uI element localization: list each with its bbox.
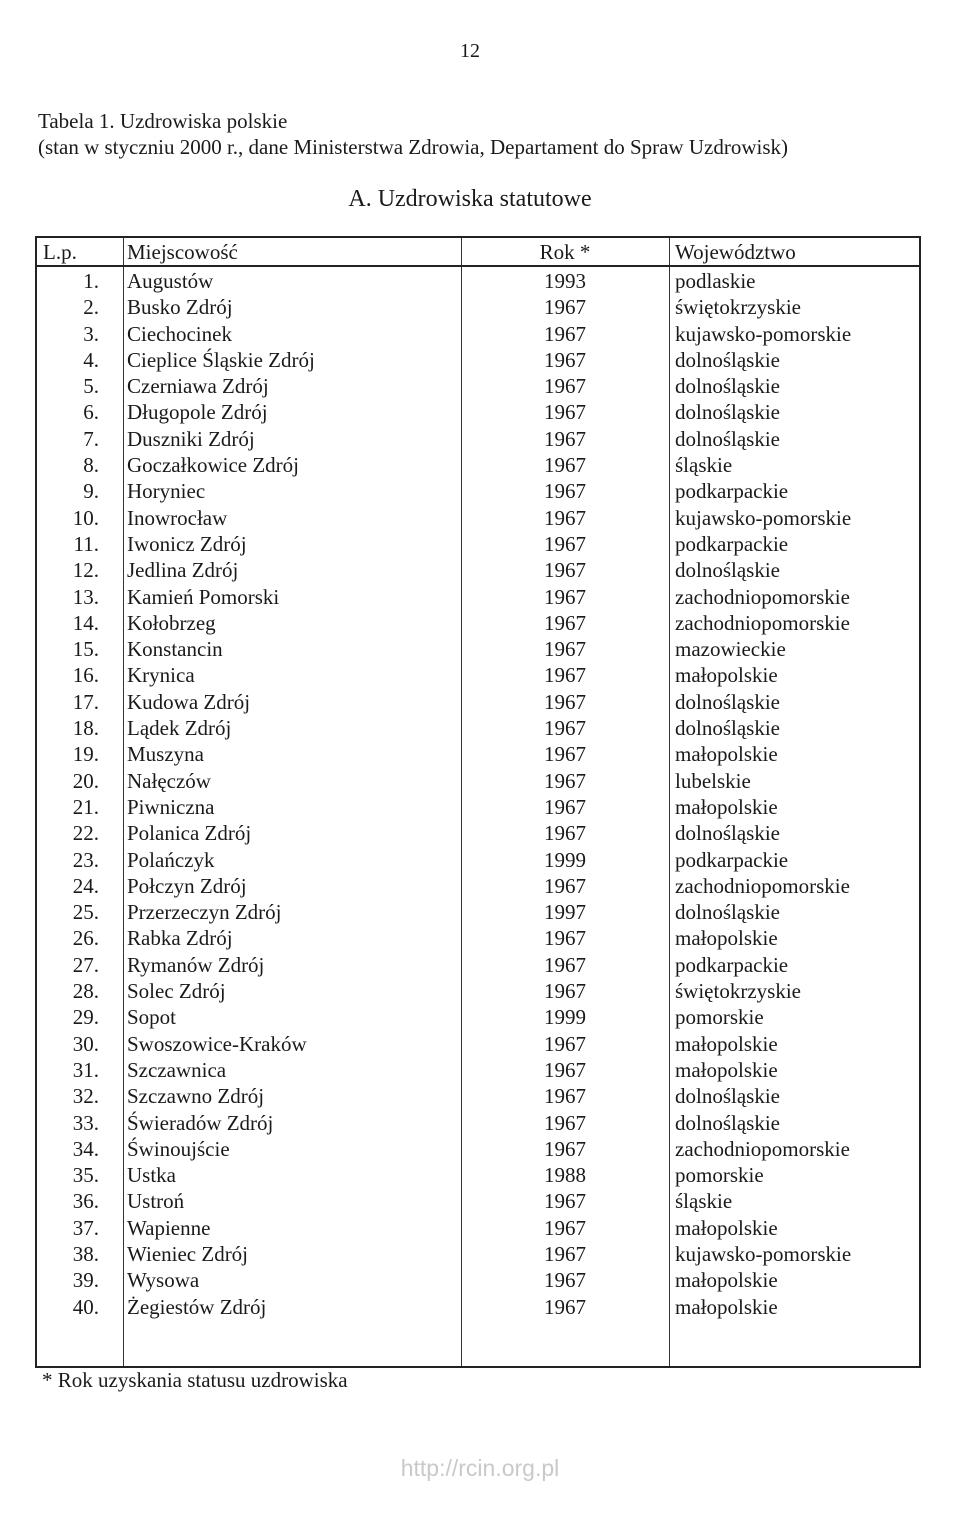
town-name: Rabka Zdrój: [127, 926, 233, 951]
row-number: 23.: [72, 847, 99, 872]
caption-source: (stan w styczniu 2000 r., dane Ministerstwa Zdrowia, Departament do Spraw Uzdrowisk): [38, 135, 788, 159]
town-name: Rymanów Zdrój: [127, 952, 265, 977]
voivodeship-name: pomorskie: [675, 1163, 764, 1188]
town-name: Przerzeczyn Zdrój: [127, 900, 282, 925]
row-number: 36.: [72, 1189, 99, 1214]
row-number: 19.: [72, 742, 99, 767]
row-number: 14.: [72, 610, 99, 635]
status-year: 1997: [544, 900, 586, 925]
status-year: 1967: [544, 400, 586, 425]
voivodeship-name: dolnośląskie: [675, 821, 780, 846]
row-number: 9.: [83, 479, 99, 504]
voivodeship-name: dolnośląskie: [675, 426, 780, 451]
header-year: Rok *: [539, 240, 591, 264]
status-year: 1967: [544, 1136, 586, 1161]
row-number: 21.: [72, 794, 99, 819]
town-name: Szczawno Zdrój: [127, 1084, 265, 1109]
table-row: [37, 741, 919, 767]
status-year: 1967: [544, 821, 586, 846]
table-row: [37, 1004, 919, 1030]
table-row: [37, 873, 919, 899]
town-name: Kołobrzeg: [127, 610, 216, 635]
status-year: 1967: [544, 794, 586, 819]
voivodeship-name: zachodniopomorskie: [675, 610, 850, 635]
town-name: Iwonicz Zdrój: [127, 531, 247, 556]
status-year: 1967: [544, 558, 586, 583]
voivodeship-name: małopolskie: [675, 742, 778, 767]
row-number: 39.: [72, 1268, 99, 1293]
town-name: Inowrocław: [127, 505, 228, 530]
row-number: 6.: [83, 400, 99, 425]
voivodeship-name: małopolskie: [675, 1268, 778, 1293]
town-name: Ustka: [127, 1163, 176, 1188]
status-year: 1967: [544, 295, 586, 320]
status-year: 1988: [544, 1163, 586, 1188]
table-row: [37, 1241, 919, 1267]
town-name: Czerniawa Zdrój: [127, 374, 269, 399]
voivodeship-name: dolnośląskie: [675, 1110, 780, 1135]
town-name: Długopole Zdrój: [127, 400, 268, 425]
voivodeship-name: małopolskie: [675, 926, 778, 951]
voivodeship-name: śląskie: [675, 1189, 733, 1214]
voivodeship-name: dolnośląskie: [675, 347, 780, 372]
spa-table: [35, 236, 921, 1368]
table-row: [37, 925, 919, 951]
status-year: 1967: [544, 479, 586, 504]
status-year: 1967: [544, 1057, 586, 1082]
status-year: 1967: [544, 1268, 586, 1293]
table-row: [37, 531, 919, 557]
town-name: Konstancin: [127, 637, 223, 662]
row-number: 12.: [72, 558, 99, 583]
status-year: 1967: [544, 637, 586, 662]
table-row: [37, 399, 919, 425]
table-row: [37, 689, 919, 715]
table-row: [37, 1031, 919, 1057]
row-number: 8.: [83, 453, 99, 478]
row-number: 37.: [72, 1215, 99, 1240]
row-number: 16.: [72, 663, 99, 688]
town-name: Lądek Zdrój: [127, 716, 232, 741]
status-year: 1967: [544, 689, 586, 714]
table-row: [37, 1083, 919, 1109]
town-name: Sopot: [127, 1005, 177, 1030]
row-number: 1.: [83, 269, 99, 293]
town-name: Ciechocinek: [127, 321, 232, 346]
row-number: 22.: [72, 821, 99, 846]
town-name: Cieplice Śląskie Zdrój: [127, 347, 315, 372]
voivodeship-name: małopolskie: [675, 1031, 778, 1056]
status-year: 1999: [544, 847, 586, 872]
status-year: 1993: [544, 269, 586, 293]
row-number: 31.: [72, 1057, 99, 1082]
table-row: [37, 478, 919, 504]
row-number: 18.: [72, 716, 99, 741]
status-year: 1967: [544, 1084, 586, 1109]
town-name: Świnoujście: [127, 1136, 230, 1161]
status-year: 1967: [544, 453, 586, 478]
table-row: [37, 505, 919, 531]
status-year: 1967: [544, 979, 586, 1004]
status-year: 1967: [544, 1110, 586, 1135]
row-number: 2.: [83, 295, 99, 320]
town-name: Busko Zdrój: [127, 295, 233, 320]
voivodeship-name: małopolskie: [675, 1057, 778, 1082]
table-row: [37, 1110, 919, 1136]
status-year: 1967: [544, 1241, 586, 1266]
row-number: 13.: [72, 584, 99, 609]
voivodeship-name: dolnośląskie: [675, 716, 780, 741]
town-name: Swoszowice-Kraków: [127, 1031, 307, 1056]
row-number: 7.: [83, 426, 99, 451]
table-row: [37, 1136, 919, 1162]
row-number: 10.: [72, 505, 99, 530]
town-name: Kudowa Zdrój: [127, 689, 251, 714]
status-year: 1967: [544, 584, 586, 609]
table-row: [37, 794, 919, 820]
row-number: 34.: [72, 1136, 99, 1161]
page-number: 12: [460, 40, 480, 62]
table-row: [37, 1057, 919, 1083]
row-number: 28.: [72, 979, 99, 1004]
town-name: Ustroń: [127, 1189, 185, 1214]
status-year: 1967: [544, 1189, 586, 1214]
row-number: 32.: [72, 1084, 99, 1109]
town-name: Horyniec: [127, 479, 206, 504]
status-year: 1967: [544, 716, 586, 741]
table-row: [37, 820, 919, 846]
status-year: 1967: [544, 926, 586, 951]
status-year: 1967: [544, 952, 586, 977]
section-heading: A. Uzdrowiska statutowe: [348, 186, 592, 212]
table-row: [37, 662, 919, 688]
table-row: [37, 1267, 919, 1293]
status-year: 1967: [544, 1294, 586, 1319]
watermark: http://rcin.org.pl: [400, 1455, 560, 1481]
row-number: 20.: [72, 768, 99, 793]
town-name: Goczałkowice Zdrój: [127, 453, 300, 478]
table-row: [37, 768, 919, 794]
row-number: 33.: [72, 1110, 99, 1135]
table-row: [37, 452, 919, 478]
table-row: [37, 1215, 919, 1241]
row-number: 5.: [83, 374, 99, 399]
status-year: 1967: [544, 663, 586, 688]
voivodeship-name: świętokrzyskie: [675, 295, 801, 320]
table-row: [37, 899, 919, 925]
table-row: [37, 610, 919, 636]
status-year: 1967: [544, 742, 586, 767]
voivodeship-name: lubelskie: [675, 768, 751, 793]
table-row: [37, 294, 919, 320]
row-number: 30.: [72, 1031, 99, 1056]
voivodeship-name: małopolskie: [675, 663, 778, 688]
voivodeship-name: zachodniopomorskie: [675, 1136, 850, 1161]
voivodeship-name: dolnośląskie: [675, 558, 780, 583]
table-row: [37, 321, 919, 347]
header-town: Miejscowość: [127, 240, 238, 264]
town-name: Piwniczna: [127, 794, 215, 819]
voivodeship-name: dolnośląskie: [675, 1084, 780, 1109]
row-number: 15.: [72, 637, 99, 662]
row-number: 17.: [72, 689, 99, 714]
status-year: 1967: [544, 426, 586, 451]
town-name: Szczawnica: [127, 1057, 227, 1082]
town-name: Duszniki Zdrój: [127, 426, 255, 451]
table-row: [37, 347, 919, 373]
caption-title: Tabela 1. Uzdrowiska polskie: [38, 109, 288, 133]
table-row: [37, 636, 919, 662]
town-name: Muszyna: [127, 742, 204, 767]
status-year: 1967: [544, 505, 586, 530]
town-name: Wysowa: [127, 1268, 200, 1293]
header-lp: L.p.: [43, 240, 77, 264]
town-name: Wieniec Zdrój: [127, 1241, 249, 1266]
table-caption: [38, 108, 788, 160]
status-year: 1967: [544, 1031, 586, 1056]
row-number: 27.: [72, 952, 99, 977]
town-name: Kamień Pomorski: [127, 584, 280, 609]
voivodeship-name: zachodniopomorskie: [675, 873, 850, 898]
voivodeship-name: małopolskie: [675, 794, 778, 819]
voivodeship-name: dolnośląskie: [675, 400, 780, 425]
table-body: [37, 268, 919, 1320]
table-row: [37, 426, 919, 452]
voivodeship-name: pomorskie: [675, 1005, 764, 1030]
town-name: Żegiestów Zdrój: [127, 1294, 267, 1319]
row-number: 40.: [72, 1294, 99, 1319]
table-row: [37, 952, 919, 978]
row-number: 26.: [72, 926, 99, 951]
row-number: 25.: [72, 900, 99, 925]
town-name: Połczyn Zdrój: [127, 873, 247, 898]
row-number: 3.: [83, 321, 99, 346]
voivodeship-name: podkarpackie: [675, 952, 789, 977]
town-name: Krynica: [127, 663, 195, 688]
voivodeship-name: śląskie: [675, 453, 733, 478]
town-name: Solec Zdrój: [127, 979, 226, 1004]
status-year: 1967: [544, 768, 586, 793]
header-voivodeship: Województwo: [675, 240, 796, 264]
voivodeship-name: dolnośląskie: [675, 374, 780, 399]
status-year: 1967: [544, 321, 586, 346]
table-row: [37, 584, 919, 610]
town-name: Wapienne: [127, 1215, 211, 1240]
voivodeship-name: kujawsko-pomorskie: [675, 1241, 852, 1266]
status-year: 1967: [544, 1215, 586, 1240]
table-row: [37, 557, 919, 583]
row-number: 4.: [83, 347, 99, 372]
voivodeship-name: dolnośląskie: [675, 900, 780, 925]
status-year: 1967: [544, 610, 586, 635]
voivodeship-name: kujawsko-pomorskie: [675, 321, 852, 346]
row-number: 38.: [72, 1241, 99, 1266]
table-row: [37, 847, 919, 873]
voivodeship-name: kujawsko-pomorskie: [675, 505, 852, 530]
town-name: Nałęczów: [127, 768, 211, 793]
table-row: [37, 268, 919, 294]
row-number: 29.: [72, 1005, 99, 1030]
voivodeship-name: podkarpackie: [675, 531, 789, 556]
town-name: Jedlina Zdrój: [127, 558, 239, 583]
status-year: 1999: [544, 1005, 586, 1030]
voivodeship-name: podlaskie: [675, 269, 756, 293]
header-divider: [37, 265, 919, 267]
voivodeship-name: dolnośląskie: [675, 689, 780, 714]
voivodeship-name: podkarpackie: [675, 479, 789, 504]
town-name: Augustów: [127, 269, 214, 293]
voivodeship-name: małopolskie: [675, 1215, 778, 1240]
town-name: Polańczyk: [127, 847, 215, 872]
table-row: [37, 715, 919, 741]
status-year: 1967: [544, 347, 586, 372]
voivodeship-name: małopolskie: [675, 1294, 778, 1319]
table-row: [37, 1294, 919, 1320]
voivodeship-name: mazowieckie: [675, 637, 786, 662]
row-number: 24.: [72, 873, 99, 898]
status-year: 1967: [544, 374, 586, 399]
voivodeship-name: świętokrzyskie: [675, 979, 801, 1004]
town-name: Polanica Zdrój: [127, 821, 252, 846]
row-number: 11.: [73, 531, 99, 556]
status-year: 1967: [544, 873, 586, 898]
town-name: Świeradów Zdrój: [127, 1110, 274, 1135]
row-number: 35.: [72, 1163, 99, 1188]
table-row: [37, 978, 919, 1004]
table-row: [37, 1188, 919, 1214]
voivodeship-name: zachodniopomorskie: [675, 584, 850, 609]
footnote: * Rok uzyskania statusu uzdrowiska: [42, 1368, 348, 1392]
voivodeship-name: podkarpackie: [675, 847, 789, 872]
status-year: 1967: [544, 531, 586, 556]
table-row: [37, 373, 919, 399]
table-row: [37, 1162, 919, 1188]
